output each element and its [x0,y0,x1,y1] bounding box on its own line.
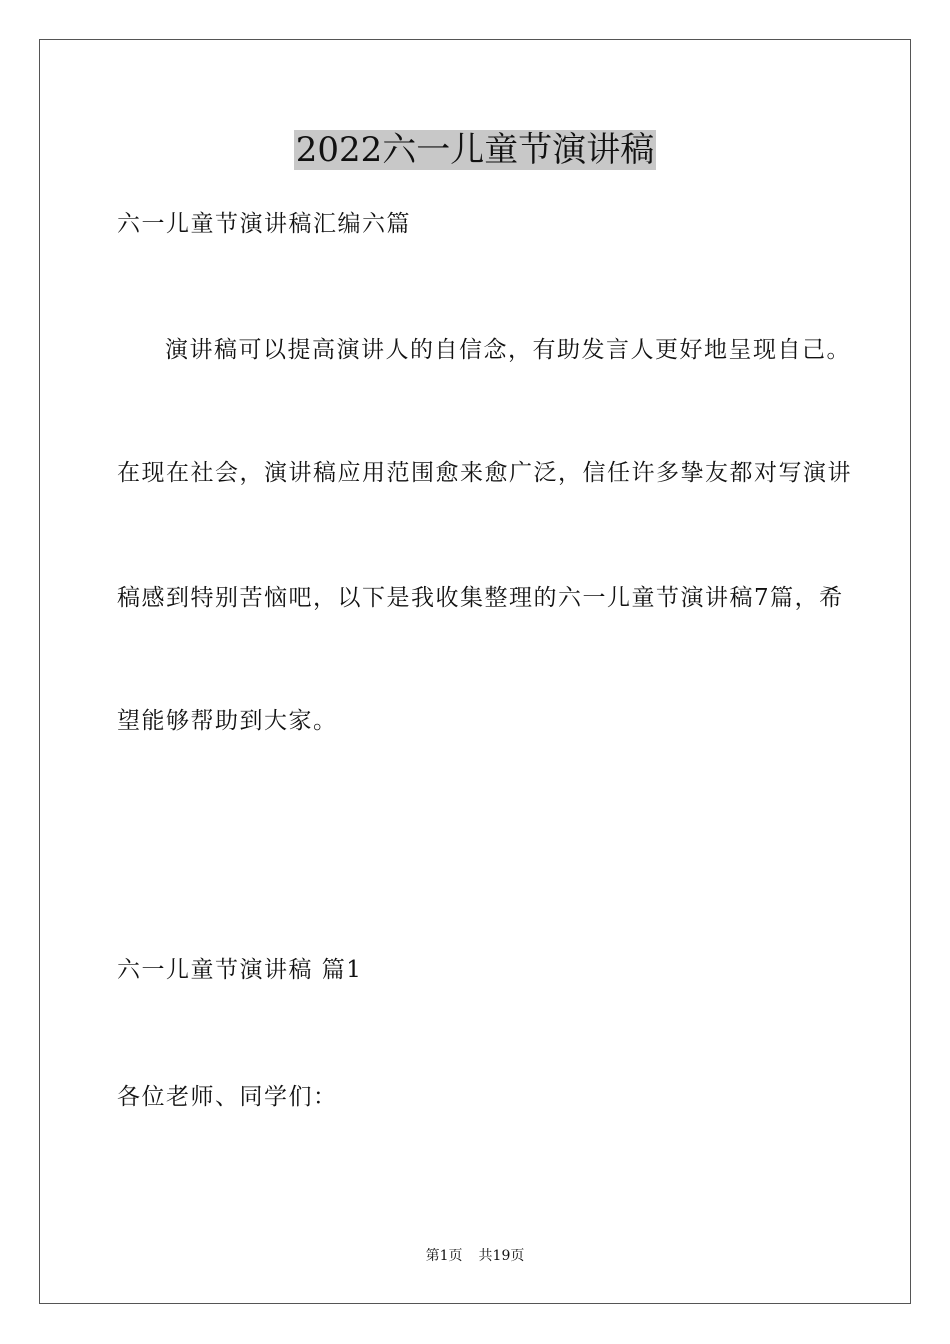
page-number: 第1页 [425,1248,463,1264]
document-title [0,128,950,172]
document-title-text: 2022六一儿童节演讲稿 [295,130,655,170]
greeting: 各位老师、同学们： [117,1084,338,1110]
paragraph-line-1: 演讲稿可以提高演讲人的自信念，有助发言人更好地呈现自己。 [165,337,851,363]
page-total: 共19页 [478,1248,525,1264]
paragraph-line-4: 望能够帮助到大家。 [117,708,338,734]
paragraph-line-3: 稿感到特别苦恼吧，以下是我收集整理的六一儿童节演讲稿7篇，希 [117,585,844,611]
page-footer [0,1246,950,1266]
section-heading: 六一儿童节演讲稿 篇1 [117,957,363,983]
document-subtitle: 六一儿童节演讲稿汇编六篇 [117,211,411,237]
paragraph-line-2: 在现在社会，演讲稿应用范围愈来愈广泛，信任许多挚友都对写演讲 [117,460,852,486]
